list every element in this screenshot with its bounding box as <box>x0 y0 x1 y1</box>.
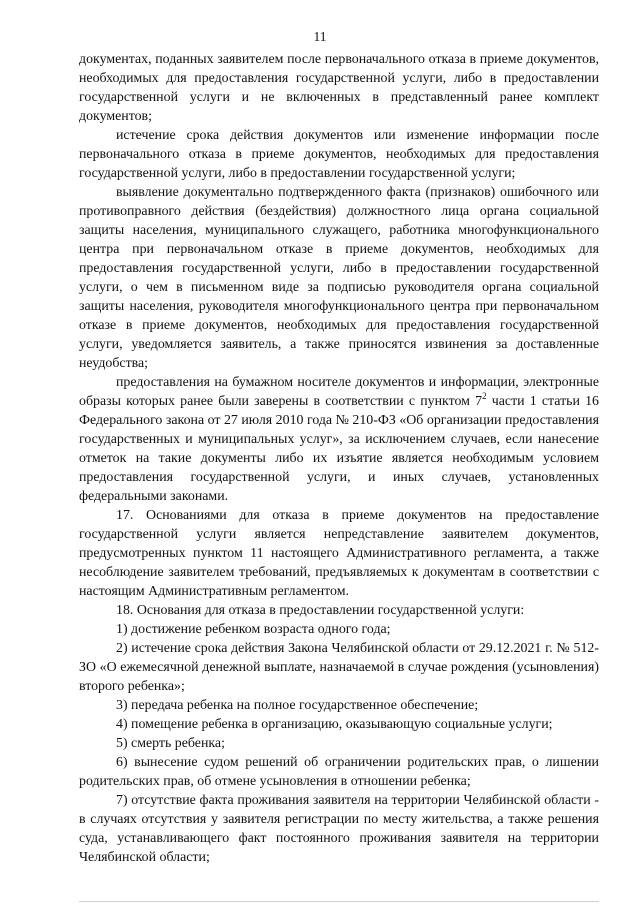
superscript: 2 <box>482 391 487 401</box>
page-number: 11 <box>313 29 327 44</box>
paragraph-continuation: документах, поданных заявителем после первоначального отказа в приеме документов, необходимых для предоставления государственной услуги, либо в предоставлении государственной услуги и не включенных в представленный ранее комплект документов; <box>79 52 599 124</box>
paragraph-paper-documents-part1: предоставления на бумажном носителе документов и информации, электронные образы которых ранее были заверены в соответствии с пунктом 7 <box>79 375 599 409</box>
paragraph-error-detection: выявление документально подтвержденного факта (признаков) ошибочного или противоправного действия (бездействия) должностного лица органа социальной защиты населения, муниципального служащего, работника многофункционального центра при первоначальном отказе в приеме документов, необходимых для предоставления государственной услуги, либо в предоставлении государственной услуги, о чем в письменном виде за подписью руководителя органа социальной защиты населения, руководителя многофункционального центра при первоначальном отказе в приеме документов, необходимых для предоставления государственной услуги, уведомляется заявитель, а также приносятся извинения за доставленные неудобства; <box>79 185 599 371</box>
paragraph-18: 18. Основания для отказа в предоставлении государственной услуги: <box>116 603 525 618</box>
bottom-edge-line <box>79 901 599 902</box>
paragraph-paper-documents-part2: части 1 статьи 16 Федерального закона от 27 июля 2010 года № 210-ФЗ «Об организации предоставления государственных и муниципальных услуг», за исключением случаев, если нанесение отметок на такие документы либо их изъятие является необходимым условием предоставления государственной услуги, и иных случаев, установленных федеральными законами. <box>79 394 599 504</box>
paragraph-paper-documents <box>79 373 599 506</box>
list-item-7: 7) отсутствие факта проживания заявителя на территории Челябинской области - в случаях отсутствия у заявителя регистрации по месту жительства, а также решения суда, устанавливающего факт постоянного проживания заявителя на территории Челябинской области; <box>79 793 599 865</box>
document-body <box>79 50 599 867</box>
list-item-3: 3) передача ребенка на полное государственное обеспечение; <box>116 698 479 713</box>
list-item-2: 2) истечение срока действия Закона Челябинской области от 29.12.2021 г. № 512-ЗО «О ежемесячной денежной выплате, назначаемой в случае рождения (усыновления) второго ребенка»; <box>79 641 599 694</box>
list-item-5: 5) смерть ребенка; <box>116 736 225 751</box>
paragraph-17: 17. Основаниями для отказа в приеме документов на предоставление государственной услуги является непредставление заявителем документов, предусмотренных пунктом 11 настоящего Административного регламента, а также несоблюдение заявителем требований, предъявляемых к документам в соответствии с настоящим Административным регламентом. <box>79 508 599 599</box>
list-item-6: 6) вынесение судом решений об ограничении родительских прав, о лишении родительских прав, об отмене усыновления в отношении ребенка; <box>79 755 599 789</box>
list-item-1: 1) достижение ребенком возраста одного года; <box>116 622 391 637</box>
paragraph-document-expiry: истечение срока действия документов или изменение информации после первоначального отказа в приеме документов, необходимых для предоставления государственной услуги, либо в предоставлении государственной услуги; <box>79 128 599 181</box>
list-item-4: 4) помещение ребенка в организацию, оказывающую социальные услуги; <box>116 717 553 732</box>
